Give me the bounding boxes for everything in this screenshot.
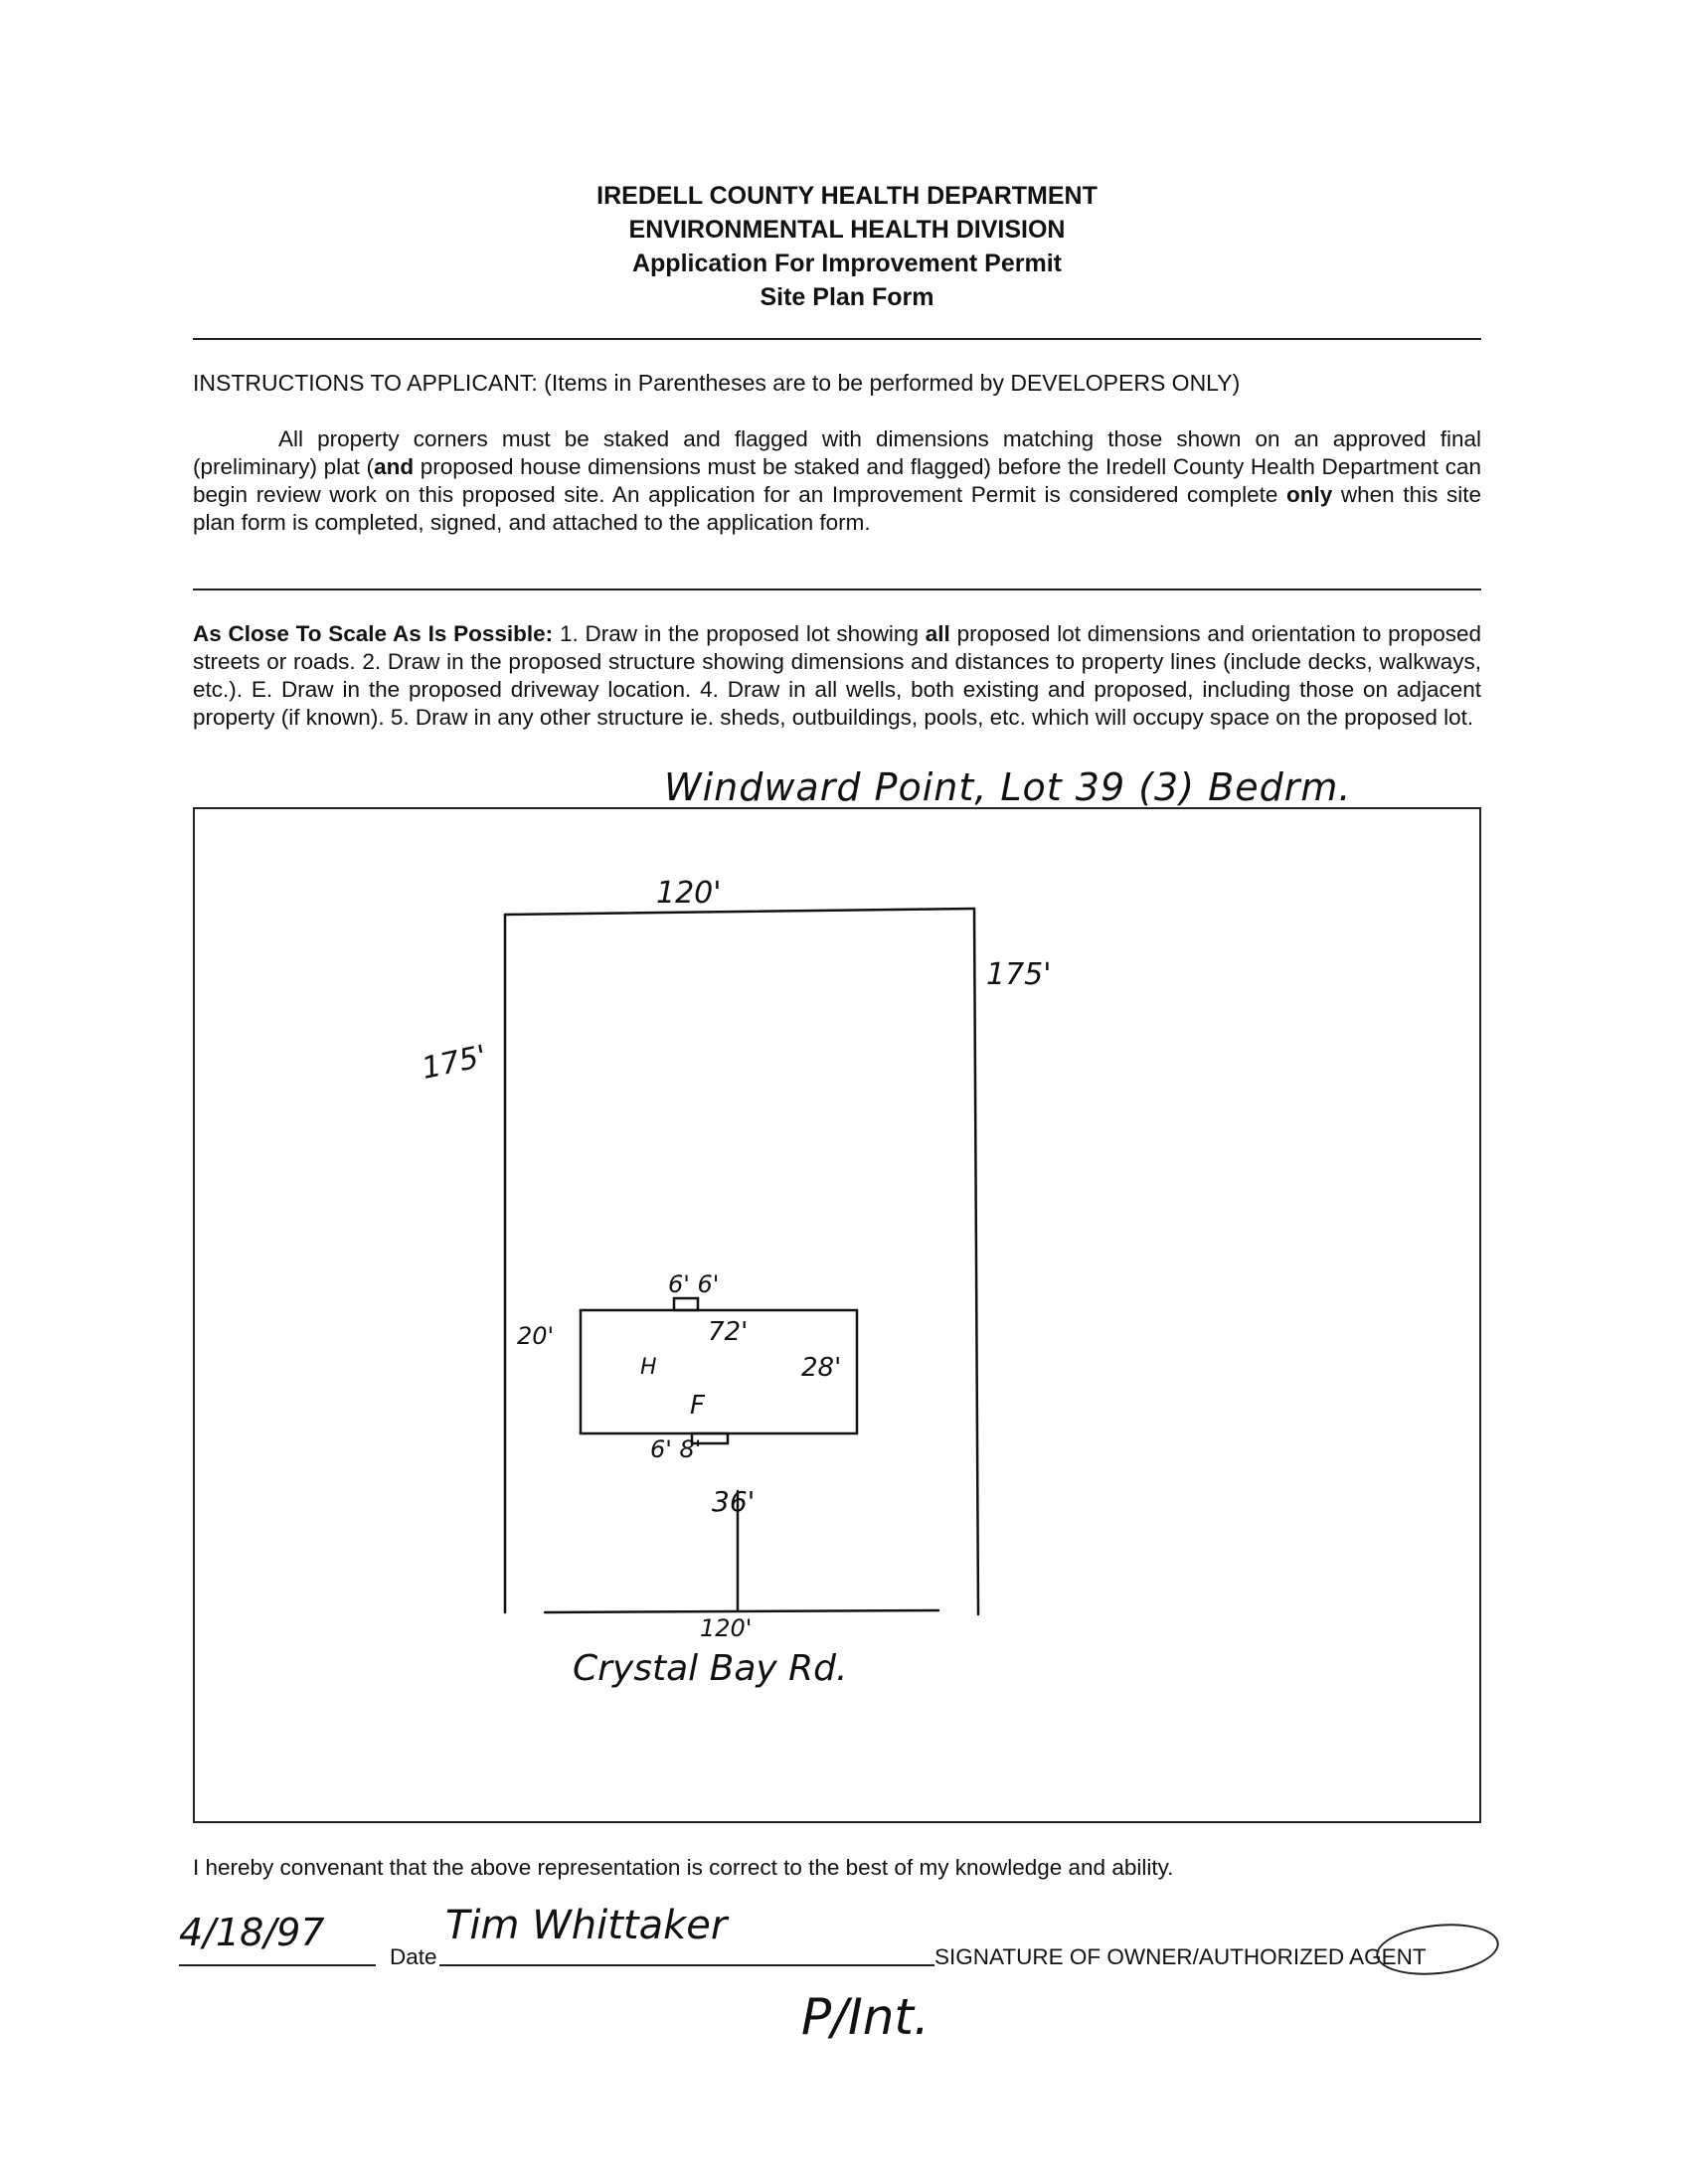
lot-line-top [505, 909, 974, 915]
handwritten-pint: P/Int. [801, 1988, 930, 2046]
scale-instructions-bold-all: all [925, 621, 950, 646]
signature-row [179, 1903, 1501, 1974]
instructions-bold-only: only [1285, 482, 1333, 507]
date-label: Date [390, 1944, 437, 1969]
road-line [545, 1610, 938, 1612]
signature-line [439, 1964, 934, 1966]
label-right-depth: 175' [986, 957, 1052, 992]
handwritten-lot-title: Windward Point, Lot 39 (3) Bedrm. [664, 765, 1352, 809]
date-line [179, 1964, 376, 1966]
instructions-text-2: proposed house dimensions must be staked and flagged) before the Iredell County Health Department can begin review work on this proposed site. An application for an Improvement Permit is considered complete [193, 454, 1481, 507]
signature-label: SIGNATURE OF OWNER/AUTHORIZED AGENT [934, 1944, 1427, 1969]
instructions-text-1: All property corners must be staked and flagged with dimensions matching those shown on an approved final (preliminary) plat ( [193, 426, 1481, 479]
label-left-depth: 175' [419, 1039, 490, 1087]
header-form-name: Site Plan Form [760, 283, 934, 311]
scale-instructions-text-2: proposed lot dimensions and orientation to proposed streets or roads. 2. Draw in the proposed structure showing dimensions and distances to property lines (include decks, walkways, etc.). E. Draw in the proposed driveway location. 4. Draw in all wells, both existing and proposed, including those on adjacent property (if known). 5. Draw in any other structure ie. sheds, outbuildings, pools, etc. which will occupy space on the proposed lot. [193, 621, 1481, 730]
instructions-bold-and: and [374, 454, 415, 479]
scale-instructions-text-1: 1. Draw in the proposed lot showing [553, 621, 926, 646]
scale-instructions-lead: As Close To Scale As Is Possible: [193, 621, 554, 646]
header-division: ENVIRONMENTAL HEALTH DIVISION [628, 216, 1066, 244]
lot-line-right [974, 909, 978, 1614]
label-top-width: 120' [656, 876, 722, 911]
label-house-width: 72' [708, 1317, 749, 1347]
handwritten-signature: Tim Whittaker [445, 1903, 728, 1948]
label-drive-length: 36' [712, 1485, 756, 1518]
header-department: IREDELL COUNTY HEALTH DEPARTMENT [596, 182, 1098, 210]
label-left-setback: 20' [517, 1322, 555, 1350]
certification-statement: I hereby convenant that the above representation is correct to the best of my knowledge and ability. [193, 1855, 1174, 1880]
deck-top [674, 1298, 698, 1310]
label-house-h: H [640, 1355, 657, 1380]
label-deck-top: 6' 6' [668, 1270, 720, 1298]
instructions-title: INSTRUCTIONS TO APPLICANT: (Items in Parentheses are to be performed by DEVELOPERS ONLY) [193, 370, 1241, 396]
label-road-name: Crystal Bay Rd. [573, 1648, 848, 1689]
label-house-depth: 28' [801, 1353, 842, 1383]
instructions-text-3: when this site plan form is completed, signed, and attached to the application form. [193, 482, 1481, 535]
handwritten-date: 4/18/97 [179, 1911, 325, 1954]
label-bottom-width: 120' [700, 1614, 753, 1642]
header-application: Application For Improvement Permit [631, 250, 1062, 277]
label-deck-bottom: 6' 8' [650, 1435, 702, 1463]
label-house-f: F [690, 1391, 705, 1421]
